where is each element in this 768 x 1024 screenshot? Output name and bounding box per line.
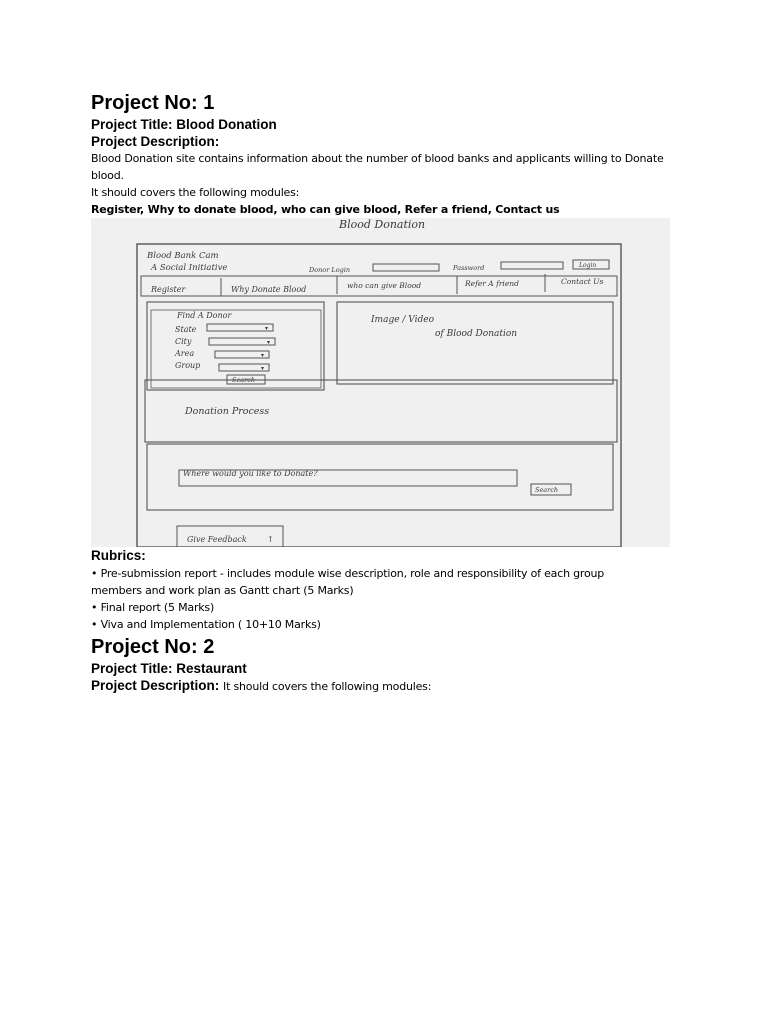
sketch-nav-contact-us: Contact Us [561, 277, 604, 286]
project-1-heading: Project No: 1 [91, 92, 215, 114]
rubric-item: • Final report (5 Marks) [91, 601, 215, 614]
project-1-modules-list: Register, Why to donate blood, who can give blood, Refer a friend, Contact us [91, 203, 560, 216]
project-2-title: Project Title: Restaurant [91, 661, 247, 676]
rubrics-list [91, 565, 651, 633]
sketch-search-button-label: Search [232, 376, 256, 384]
sketch-media-line-2: of Blood Donation [435, 329, 518, 339]
sketch-nav-refer-friend: Refer A friend [465, 279, 519, 288]
project-1-title: Project Title: Blood Donation [91, 117, 277, 132]
project-2-description-text: It should covers the following modules: [223, 680, 432, 693]
sketch-donation-process-label: Donation Process [185, 406, 270, 417]
project-2-description-line [91, 677, 691, 695]
svg-text:▾: ▾ [261, 365, 265, 372]
rubric-item: • Pre-submission report - includes module wise description, role and responsibility of each group members and work plan as Gantt chart (5 Marks) [91, 567, 605, 597]
svg-text:▾: ▾ [265, 325, 269, 332]
sketch-donor-login-label: Donor Login [309, 266, 351, 274]
project-1-description-text: Blood Donation site contains information about the number of blood banks and applicants willing to Donate blood. [91, 152, 664, 182]
sketch-login-button-label: Login [579, 262, 597, 269]
sketch-nav-who-can-give: who can give Blood [347, 281, 422, 290]
sketch-brand-line-1: Blood Bank Cam [147, 251, 219, 261]
project-2-heading: Project No: 2 [91, 636, 215, 658]
sketch-media-line-1: Image / Video [371, 315, 435, 325]
sketch-feedback-tab-label: Give Feedback [187, 535, 247, 544]
sketch-field-city: City [175, 337, 192, 346]
sketch-nav-register: Register [151, 285, 186, 294]
svg-text:▾: ▾ [267, 339, 271, 346]
arrow-up-icon: ↑ [267, 535, 274, 544]
rubrics-and-project-2 [91, 547, 691, 695]
project-1-description-label: Project Description: [91, 134, 220, 149]
sketch-password-label: Password [453, 264, 485, 272]
sketch-nav-why-donate: Why Donate Blood [231, 285, 307, 294]
sketch-brand-line-2: A Social Initiative [151, 263, 228, 273]
sketch-where-prompt: Where would you like to Donate? [183, 469, 318, 478]
sketch-search-button-2-label: Search [535, 486, 559, 494]
sketch-title: Blood Donation [339, 218, 426, 231]
sketch-find-donor-title: Find A Donor [177, 311, 232, 320]
rubrics-heading: Rubrics: [91, 548, 146, 563]
sketch-field-state: State [175, 325, 197, 334]
project-1-section [91, 90, 691, 218]
svg-text:▾: ▾ [261, 352, 265, 359]
project-1-modules-intro: It should covers the following modules: [91, 186, 300, 199]
sketch-field-area: Area [175, 349, 195, 358]
wireframe-sketch-photo [91, 218, 670, 547]
sketch-field-group: Group [175, 361, 201, 370]
project-2-description-label: Project Description: [91, 678, 220, 693]
rubric-item: • Viva and Implementation ( 10+10 Marks) [91, 618, 321, 631]
